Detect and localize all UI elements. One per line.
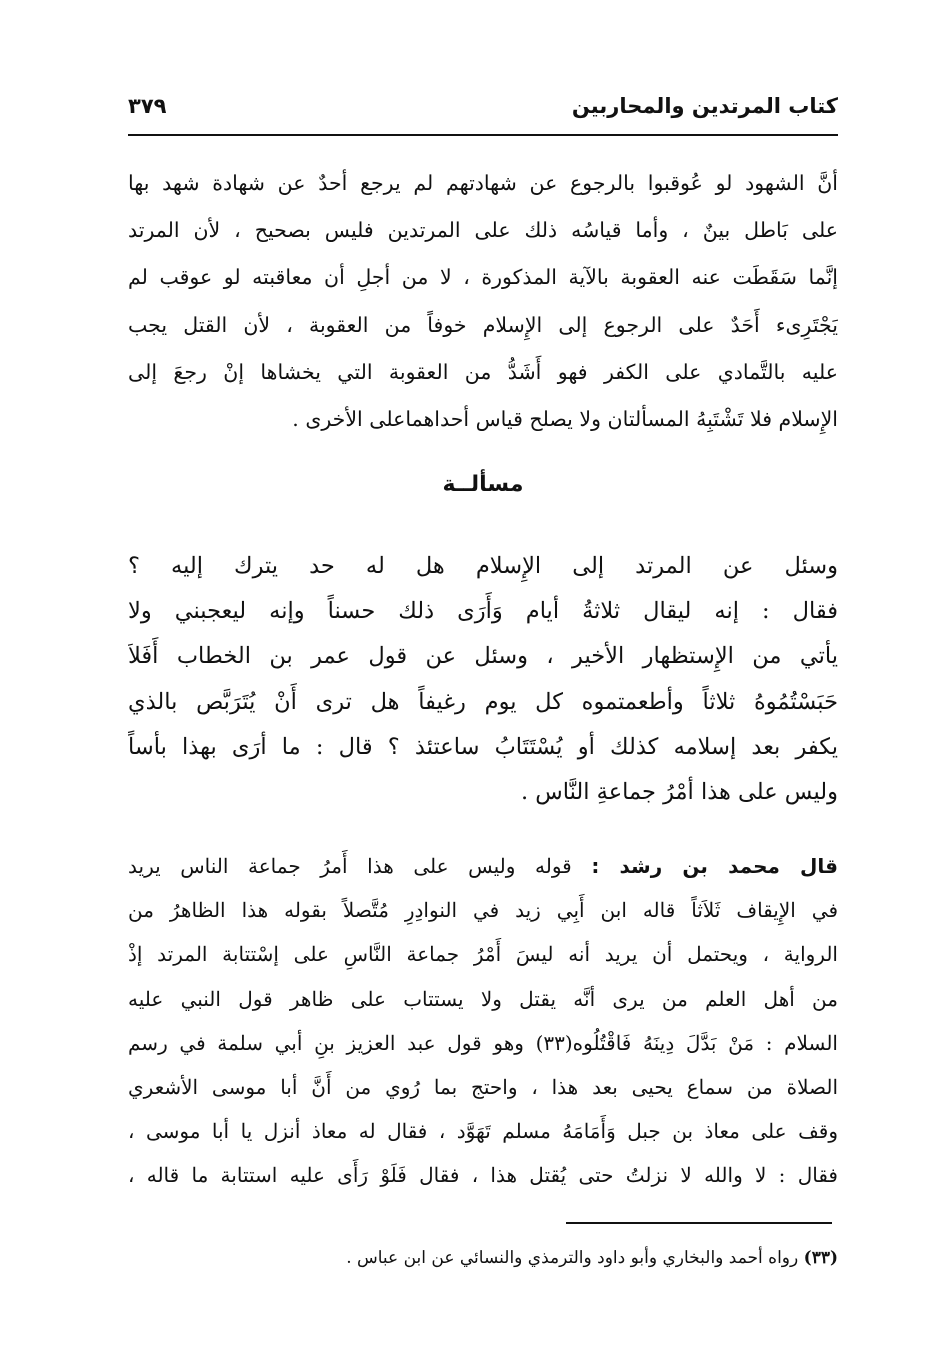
text-line: على بَاطل بينٌ ، وأما قياسُه ذلك على المرتدين فليس بصحيح ، لأن المرتد — [128, 218, 838, 243]
header-rule — [128, 134, 838, 136]
text-line: السلام : مَنْ بَدَّلَ دِينَهُ فَاقْتُلُوه(٣٣) وهو قول عبد العزيز بنِ أبي سلمة في رسم — [128, 1030, 838, 1055]
text-line: من أهل العلم من يرى أنَّه يقتل ولا يستتاب على ظاهر قول النبي عليه — [128, 986, 838, 1011]
footnote-text: رواه أحمد والبخاري وأبو داود والترمذي والنسائي عن ابن عباس . — [346, 1248, 799, 1268]
speaker-label: قال محمد بن رشد : — [591, 854, 838, 878]
page-number: ٣٧٩ — [128, 94, 167, 118]
paragraph-2 — [128, 544, 838, 815]
text-line: إنَّما سَقَطَت عنه العقوبة بالآية المذكورة ، لا من أجلِ أن معاقبته لو عوقب لم — [128, 265, 838, 290]
text-line: وسئل عن المرتد إلى الإِسلام هل له حد يترك إليه ؟ — [128, 553, 838, 579]
text-line: وليس على هذا أمْرُ جماعةِ النَّاس . — [520, 778, 838, 805]
paragraph-1 — [128, 160, 838, 443]
running-title: كتاب المرتدين والمحاربين — [571, 94, 838, 118]
text-line: وقف على معاذ بن جبل وَأَمَامَهُ مسلم تَهَوَّد ، فقال له معاذ أنزل يا أبا موسى ، — [128, 1119, 838, 1144]
text-line: في الإِيقاف ثَلاَثاً قاله ابن أَبِي زيد في النوادِرِ مُتَّصلاً بقوله هذا الظاهرُ من — [128, 898, 838, 923]
text-line: حَبَسْتُمُوهُ ثلاثاً وأطعمتموه كل يوم رغيفاً هل ترى أَنْ يُتَرَبَّص بالذي — [128, 688, 838, 715]
text-line: أنَّ الشهود لو عُوقبوا بالرجوع عن شهادتهم لم يرجع أحدٌ عن شهادة شهد بها — [128, 171, 838, 195]
text-line: الإِسلام فلا تَشْتَبِهُ المسألتان ولا يصلح قياس أحداهماعلى الأخرى . — [292, 406, 838, 431]
text-line: يكفر بعد إسلامه كذلك أو يُسْتَتَابُ ساعتئذ ؟ قال : ما أرَى بهذا بأساً — [128, 733, 838, 760]
text-line: عليه بالتَّمادي على الكفر فهو أَشَدُّ من العقوبة التي يخشاها إنْ رجعَ إلى — [128, 359, 838, 384]
text-line — [128, 844, 838, 888]
footnote — [128, 1248, 838, 1268]
text-line: يَجْتَرِىء أَحَدٌ على الرجوع إلى الإِسلام خوفاً من العقوبة ، لأن القتل يجب — [128, 312, 838, 337]
page-header — [128, 94, 838, 128]
text-line: الرواية ، ويحتمل أن يريد أنه ليسَ أَمْرُ جماعة النَّاسِ على إسْتتابة المرتد إذْ — [128, 942, 838, 967]
paragraph-3 — [128, 844, 838, 1198]
text-line: فقال : لا والله لا نزلتُ حتى يُقتل هذا ، فقال فَلَوْ رَأَى عليه استتابة ما قاله ، — [128, 1163, 838, 1188]
footnote-number: (٣٣) — [803, 1248, 838, 1268]
text-fragment: قوله وليس على هذا أَمرُ جماعة الناس يريد — [128, 854, 572, 878]
footnote-rule — [566, 1222, 832, 1224]
text-line: يأتي من الإِستظهار الأخير ، وسئل عن قول عمر بن الخطاب أَفَلاَ — [128, 643, 838, 670]
section-heading: مسألــة — [442, 472, 524, 497]
text-line: الصلاة من سماع يحيى بعد هذا ، واحتج بما رُوي من أَنَّ أبا موسى الأشعري — [128, 1074, 838, 1099]
text-line: فقال : إنه ليقال ثلاثةُ أيام وَأَرَى ذلك حسناً وإنه ليعجبني ولا — [128, 598, 838, 625]
